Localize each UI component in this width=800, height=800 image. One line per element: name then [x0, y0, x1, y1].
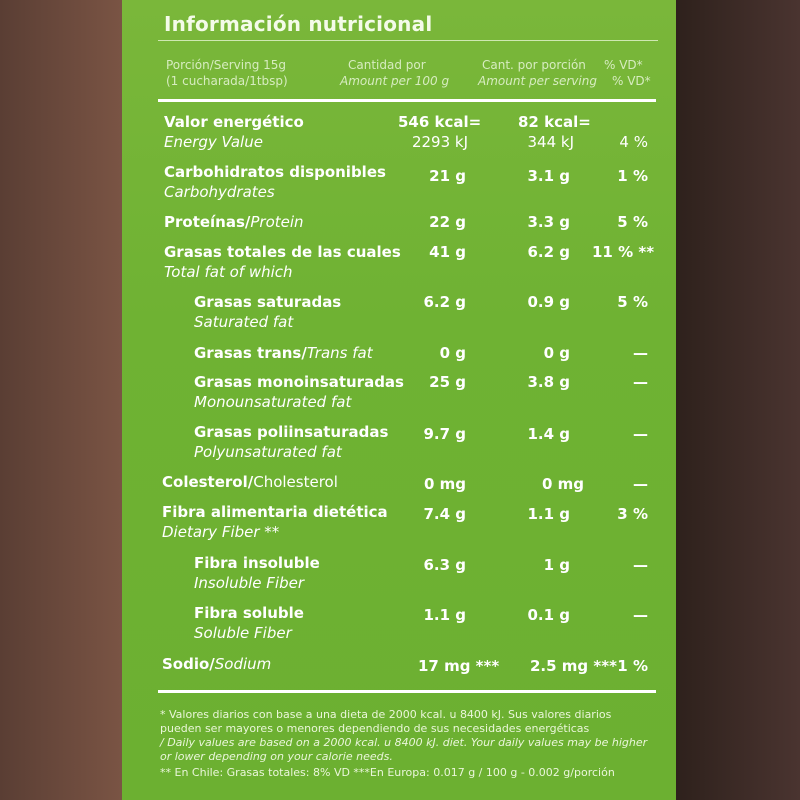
value-daily-percent: —: [633, 425, 648, 443]
value-daily-percent: 4 %: [619, 133, 648, 151]
value-daily-percent: —: [633, 373, 648, 391]
value-per-100g: 21 g: [429, 167, 466, 185]
value-per-100g: 9.7 g: [423, 425, 466, 443]
value-daily-percent: 5 %: [617, 213, 648, 231]
row-label-en: Polyunsaturated fat: [194, 443, 342, 461]
nutrition-label-panel: [122, 0, 676, 800]
perserving-header: Cant. por porción: [482, 58, 586, 72]
row-label-en: Monounsaturated fat: [194, 393, 352, 411]
portion-header: Porción/Serving 15g: [166, 58, 287, 72]
value-per-serving-kj: 344 kJ: [527, 133, 574, 151]
value-per-100g: 6.3 g: [423, 556, 466, 574]
value-per-100g: 17 mg ***: [418, 657, 500, 675]
row-label: Valor energético: [164, 113, 304, 131]
value-per-serving: 1 g: [543, 556, 570, 574]
row-label-en: Total fat of which: [164, 263, 293, 281]
row-label: Grasas totales de las cuales: [164, 243, 401, 261]
row-label: Sodio/Sodium: [162, 655, 272, 673]
value-per-serving: 3.8 g: [527, 373, 570, 391]
row-label-en: Soluble Fiber: [194, 624, 292, 642]
title-divider: [158, 40, 658, 41]
value-per-100g: 0 mg: [423, 475, 466, 493]
value-daily-percent: 11 % **: [592, 243, 655, 261]
value-per-serving: 1.4 g: [527, 425, 570, 443]
value-per-100g: 25 g: [429, 373, 466, 391]
background-right: [676, 0, 800, 800]
row-label: Fibra soluble: [194, 604, 304, 622]
value-per-100g: 22 g: [429, 213, 466, 231]
value-per-serving: 2.5 mg ***: [530, 657, 617, 675]
footnote-daily-values-en: / Daily values are based on a 2000 kcal. u 8400 kJ. diet. Your daily values may be higher or lower depending on your calorie needs.: [160, 736, 648, 763]
value-per-100g: 1.1 g: [423, 606, 466, 624]
row-label: Grasas trans/Trans fat: [194, 344, 373, 362]
row-label: Carbohidratos disponibles: [164, 163, 386, 181]
per100-header: Cantidad por: [348, 58, 426, 72]
value-daily-percent: —: [633, 556, 648, 574]
portion-subheader: (1 cucharada/1tbsp): [166, 74, 288, 88]
row-label-en: Dietary Fiber **: [162, 523, 280, 541]
row-label: Grasas saturadas: [194, 293, 342, 311]
value-daily-percent: 1 %: [617, 657, 648, 675]
vd-header: % VD*: [604, 58, 643, 72]
value-daily-percent: —: [633, 606, 648, 624]
value-per-serving: 1.1 g: [527, 505, 570, 523]
row-label: Fibra alimentaria dietética: [162, 503, 388, 521]
footnote-regional: ** En Chile: Grasas totales: 8% VD ***En Europa: 0.017 g / 100 g - 0.002 g/porción: [160, 766, 615, 779]
value-per-serving: 6.2 g: [527, 243, 570, 261]
footer-divider: [158, 690, 656, 693]
background-left: [0, 0, 122, 800]
value-per-serving: 0.9 g: [527, 293, 570, 311]
value-per-serving: 3.3 g: [527, 213, 570, 231]
value-per-serving: 0 g: [543, 344, 570, 362]
header-divider: [158, 99, 656, 102]
footnote-daily-values-es: * Valores diarios con base a una dieta de 2000 kcal. u 8400 kJ. Sus valores diarios pueden ser mayores o menores dependiendo de sus necesidades energéticas: [160, 708, 612, 735]
value-daily-percent: 1 %: [617, 167, 648, 185]
row-label: Grasas monoinsaturadas: [194, 373, 404, 391]
value-per-100g: 546 kcal=: [398, 113, 482, 131]
row-label-en: Insoluble Fiber: [194, 574, 304, 592]
value-per-100g: 6.2 g: [423, 293, 466, 311]
per100-header-en: Amount per 100 g: [340, 74, 450, 88]
value-daily-percent: 5 %: [617, 293, 648, 311]
value-per-serving: 0 mg: [541, 475, 584, 493]
value-daily-percent: 3 %: [617, 505, 648, 523]
row-label: Colesterol/Cholesterol: [162, 473, 338, 491]
value-per-serving: 82 kcal=: [518, 113, 591, 131]
row-label: Fibra insoluble: [194, 554, 320, 572]
row-label-en: Energy Value: [164, 133, 263, 151]
row-label-en: Saturated fat: [194, 313, 294, 331]
row-label-en: Carbohydrates: [164, 183, 275, 201]
row-label: Grasas poliinsaturadas: [194, 423, 389, 441]
value-per-100g: 0 g: [439, 344, 466, 362]
label-title: Información nutricional: [164, 12, 433, 36]
value-daily-percent: —: [633, 344, 648, 362]
value-per-serving: 3.1 g: [527, 167, 570, 185]
value-daily-percent: —: [633, 475, 648, 493]
vd-header-en: % VD*: [612, 74, 651, 88]
value-per-100g: 41 g: [429, 243, 466, 261]
perserving-header-en: Amount per serving: [478, 74, 597, 88]
value-per-100g-kj: 2293 kJ: [411, 133, 468, 151]
row-label: Proteínas/Protein: [164, 213, 304, 231]
value-per-serving: 0.1 g: [527, 606, 570, 624]
value-per-100g: 7.4 g: [423, 505, 466, 523]
